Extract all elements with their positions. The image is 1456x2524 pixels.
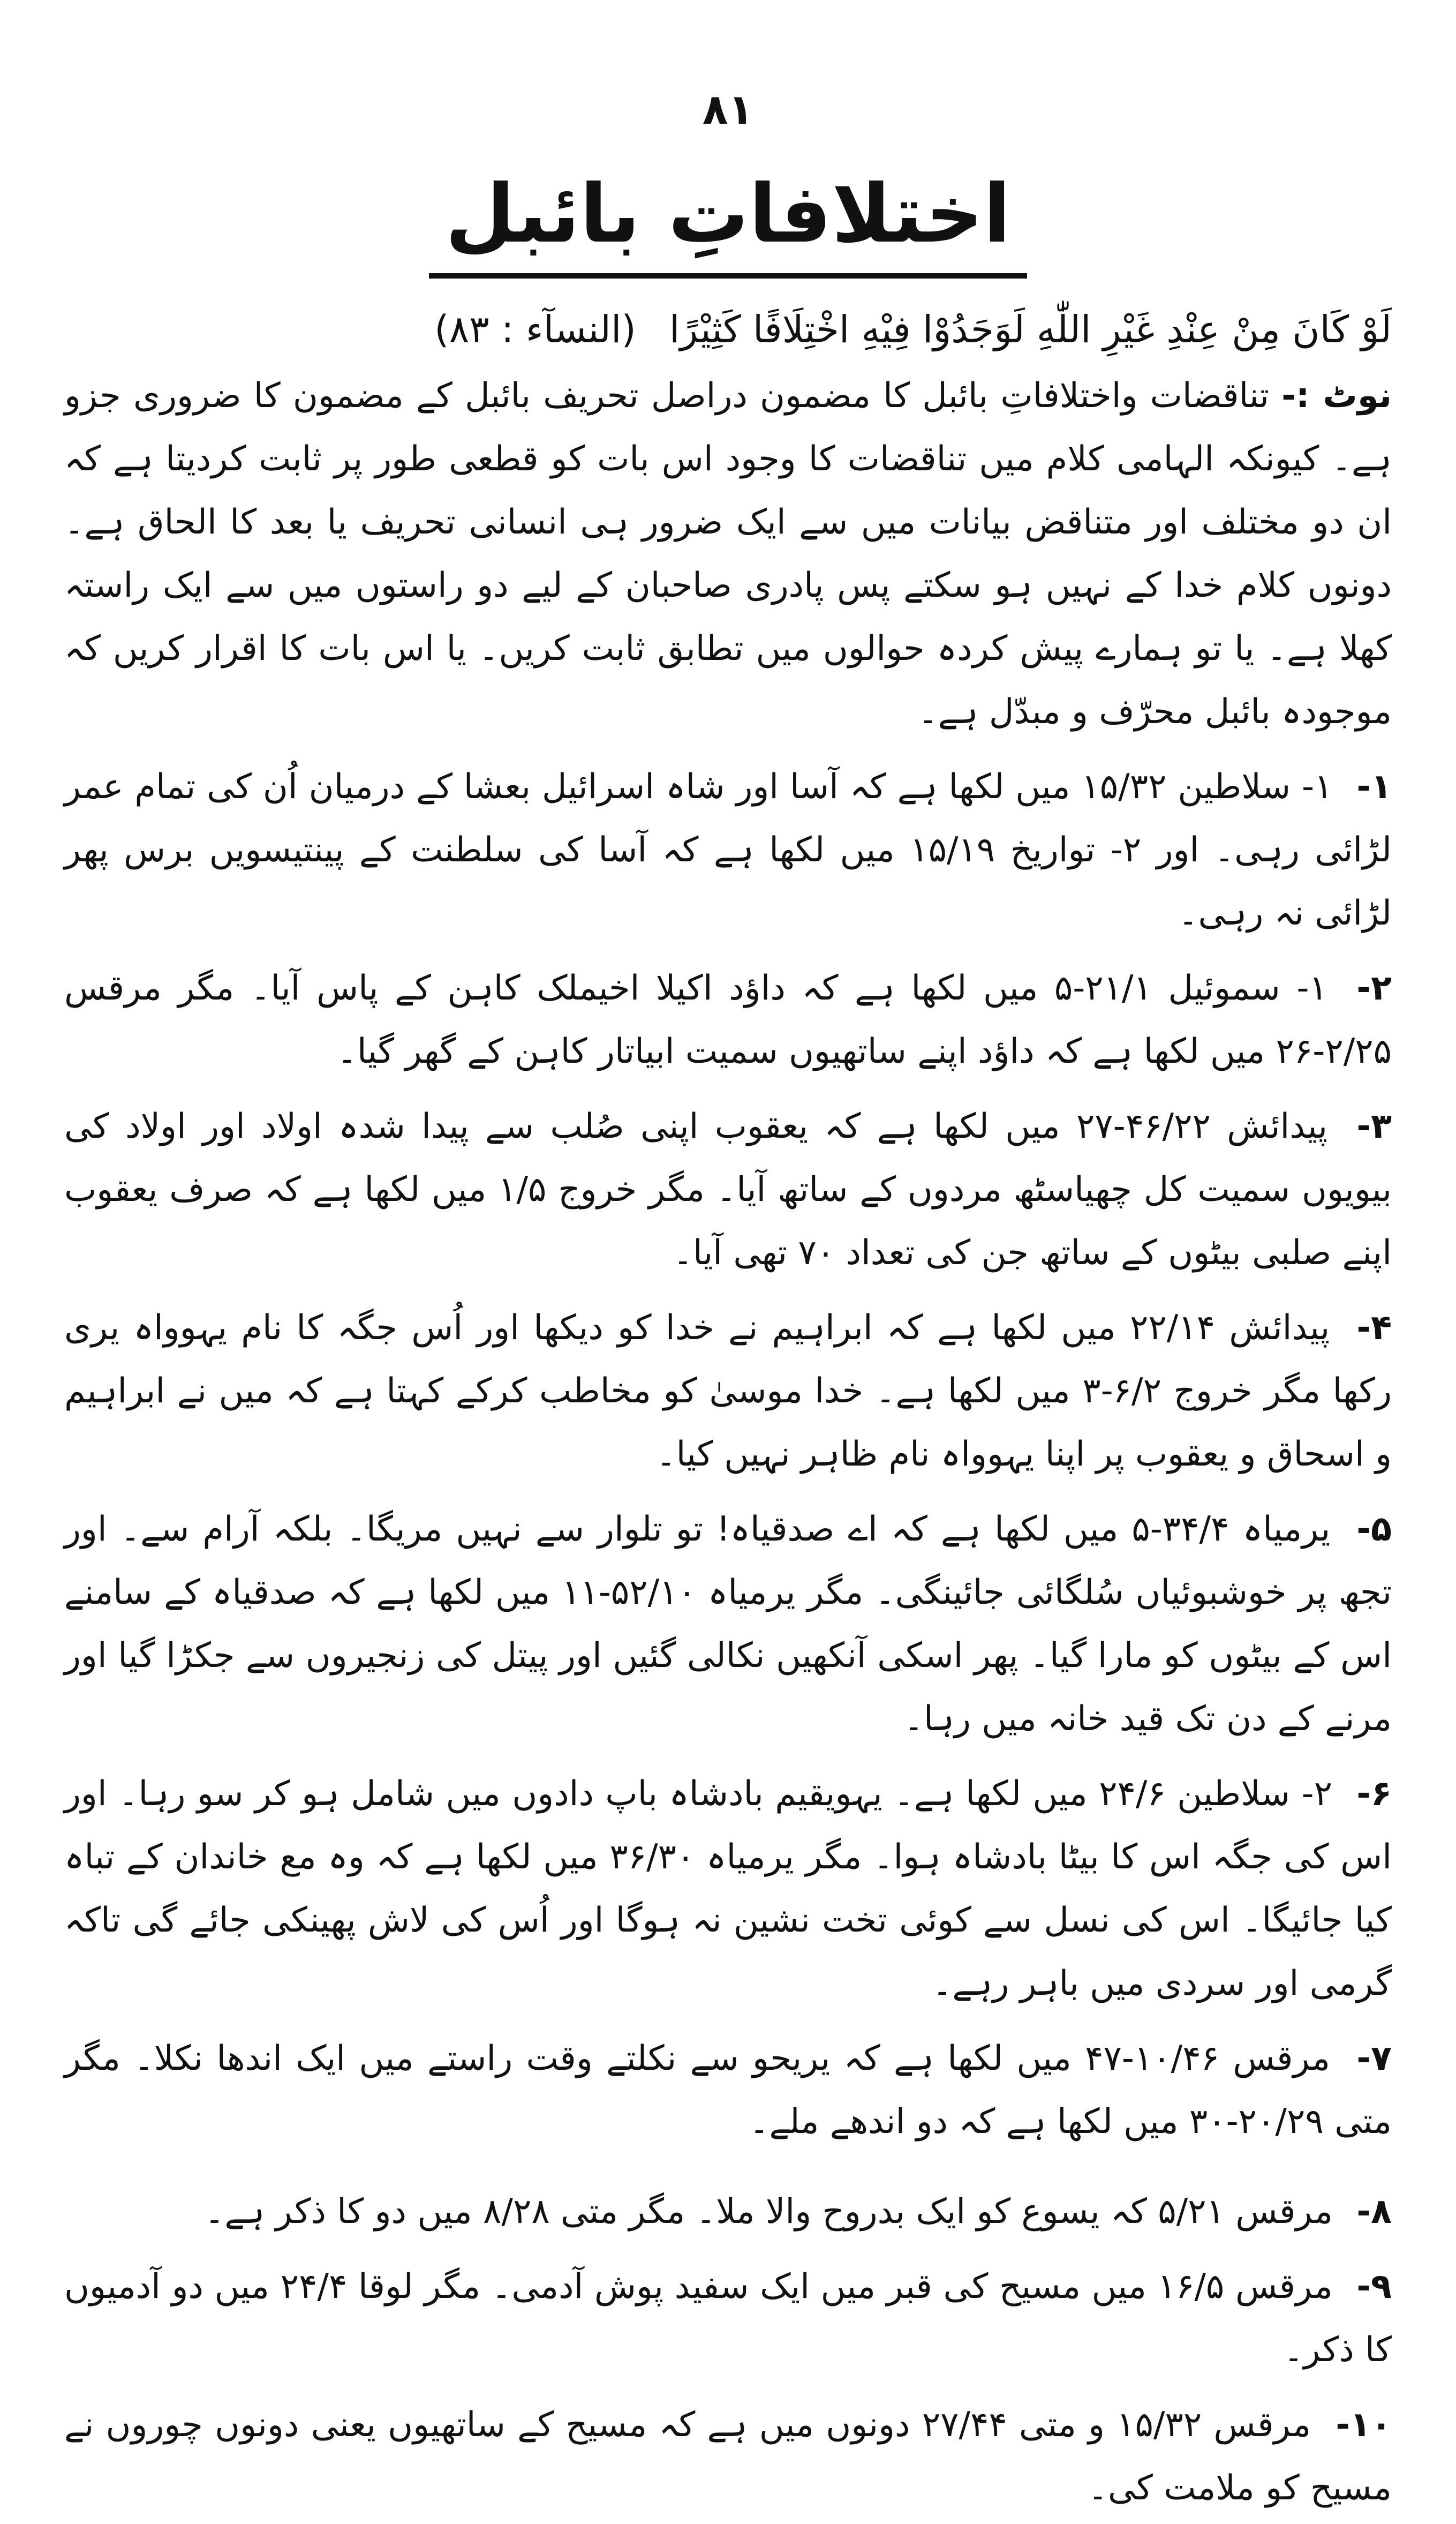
list-item xyxy=(64,2180,1392,2243)
item-number: ۴- xyxy=(1356,1308,1392,1348)
item-number: ۶- xyxy=(1356,1774,1392,1814)
item-text: مرقس ۱۵/۳۲ و متی ۲۷/۴۴ دونوں میں ہے کہ مسیح کے ساتھیوں یعنی دونوں چوروں نے مسیح کو ملامت کی۔ xyxy=(64,2405,1392,2508)
list-item xyxy=(64,1095,1392,1284)
page-title xyxy=(64,161,1392,284)
quran-verse xyxy=(64,300,1392,359)
verse-reference: (النسآء : ۸۳) xyxy=(434,307,636,351)
list-item xyxy=(64,1762,1392,2015)
list-item xyxy=(64,2255,1392,2382)
item-text: مرقس ۱۶/۵ میں مسیح کی قبر میں ایک سفید پوش آدمی۔ مگر لوقا ۲۴/۴ میں دو آدمیوں کا ذکر۔ xyxy=(64,2267,1392,2370)
item-text: یرمیاہ ۳۴/۴-۵ میں لکھا ہے کہ اے صدقیاہ! تو تلوار سے نہیں مریگا۔ بلکہ آرام سے۔ اور تجھ پر خوشبوئیاں سُلگائی جائینگی۔ مگر یرمیاہ ۵۲/۱۰-۱۱ میں لکھا ہے کہ صدقیاہ کے سامنے اس کے بیٹوں کو مارا گیا۔ پھر اسکی آنکھیں نکالی گئیں اور پیتل کی زنجیروں سے جکڑا گیا اور مرنے کے دن تک قید خانہ میں رہا۔ xyxy=(64,1509,1392,1739)
item-number: ۷- xyxy=(1356,2039,1392,2078)
list-item xyxy=(64,957,1392,1083)
item-number: ۹- xyxy=(1356,2267,1392,2307)
item-number: ۵- xyxy=(1356,1509,1392,1549)
item-text: ۱- سلاطین ۱۵/۳۲ میں لکھا ہے کہ آسا اور شاہ اسرائیل بعشا کے درمیان اُن کی تمام عمر لڑائی رہی۔ اور ۲- تواریخ ۱۵/۱۹ میں لکھا ہے کہ آسا کی سلطنت کے پینتیسویں برس پھر لڑائی نہ رہی۔ xyxy=(64,767,1392,933)
item-text: مرقس ۱۰/۴۶-۴۷ میں لکھا ہے کہ یریحو سے نکلتے وقت راستے میں ایک اندھا نکلا۔ مگر متی ۲۰/۲۹-۳۰ میں لکھا ہے کہ دو اندھے ملے۔ xyxy=(64,2039,1392,2142)
list-item xyxy=(64,2393,1392,2520)
item-text: ۱- سموئیل ۲۱/۱-۵ میں لکھا ہے کہ داؤد اکیلا اخیملک کاہن کے پاس آیا۔ مگر مرقس ۲/۲۵-۲۶ میں لکھا ہے کہ داؤد اپنے ساتھیوں سمیت ابیاتار کاہن کے گھر گیا۔ xyxy=(64,968,1392,1071)
item-text: پیدائش ۴۶/۲۲-۲۷ میں لکھا ہے کہ یعقوب اپنی صُلب سے پیدا شدہ اولاد اور اولاد کی بیویوں سمیت کل چھیاسٹھ مردوں کے ساتھ آیا۔ مگر خروج ۱/۵ میں لکھا ہے کہ صرف یعقوب اپنے صلبی بیٹوں کے ساتھ جن کی تعداد ۷۰ تھی آیا۔ xyxy=(64,1107,1392,1273)
item-number: ۸- xyxy=(1356,2192,1392,2232)
page-number: ۸۱ xyxy=(702,86,754,134)
item-number: ۳- xyxy=(1356,1107,1392,1146)
item-number: ۱- xyxy=(1356,767,1392,807)
note-text: تناقضات واختلافاتِ بائبل کا مضمون دراصل تحریف بائبل کے مضمون کا ضروری جزو ہے۔ کیونکہ الہامی کلام میں تناقضات کا وجود اس بات کو قطعی طور پر ثابت کردیتا ہے کہ ان دو مختلف اور متناقض بیانات میں سے ایک ضرور ہی انسانی تحریف یا بعد کا الحاق ہے۔ دونوں کلام خدا کے نہیں ہو سکتے پس پادری صاحبان کے لیے دو راستوں میں سے ایک راستہ کھلا ہے۔ یا تو ہمارے پیش کردہ حوالوں میں تطابق ثابت کریں۔ یا اس بات کا اقرار کریں کہ موجودہ بائبل محرّف و مبدّل ہے۔ xyxy=(64,376,1392,732)
item-text: پیدائش ۲۲/۱۴ میں لکھا ہے کہ ابراہیم نے خدا کو دیکھا اور اُس جگہ کا نام یہوواہ یری رکھا مگر خروج ۶/۲-۳ میں لکھا ہے۔ خدا موسیٰ کو مخاطب کرکے کہتا ہے کہ میں نے ابراہیم و اسحاق و یعقوب پر اپنا یہوواہ نام ظاہر نہیں کیا۔ xyxy=(64,1308,1392,1474)
item-number: ۲- xyxy=(1356,968,1392,1008)
item-text: مرقس ۵/۲۱ کہ یسوع کو ایک بدروح والا ملا۔ مگر متی ۸/۲۸ میں دو کا ذکر ہے۔ xyxy=(204,2192,1333,2232)
note-label: نوٹ :- xyxy=(1281,376,1392,416)
list-item xyxy=(64,755,1392,945)
note-paragraph xyxy=(64,364,1392,743)
page-title-text: اختلافاتِ بائبل xyxy=(429,161,1027,279)
item-text: ۲- سلاطین ۲۴/۶ میں لکھا ہے۔ یہویقیم بادشاہ باپ دادوں میں شامل ہو کر سو رہا۔ اور اس کی جگہ اس کا بیٹا بادشاہ ہوا۔ مگر یرمیاہ ۳۶/۳۰ میں لکھا ہے کہ وہ مع خاندان کے تباہ کیا جائیگا۔ اس کی نسل سے کوئی تخت نشین نہ ہوگا اور اُس کی لاش پھینکی جائے گی تاکہ گرمی اور سردی میں باہر رہے۔ xyxy=(64,1774,1392,2003)
list-item xyxy=(64,2027,1392,2153)
list-item xyxy=(64,1296,1392,1486)
verse-text: لَوْ كَانَ مِنْ عِنْدِ غَيْرِ اللّٰهِ لَوَجَدُوْا فِيْهِ اخْتِلَافًا كَثِيْرًا xyxy=(669,307,1392,351)
list-item xyxy=(64,1498,1392,1751)
item-number: ۱۰- xyxy=(1336,2405,1392,2445)
